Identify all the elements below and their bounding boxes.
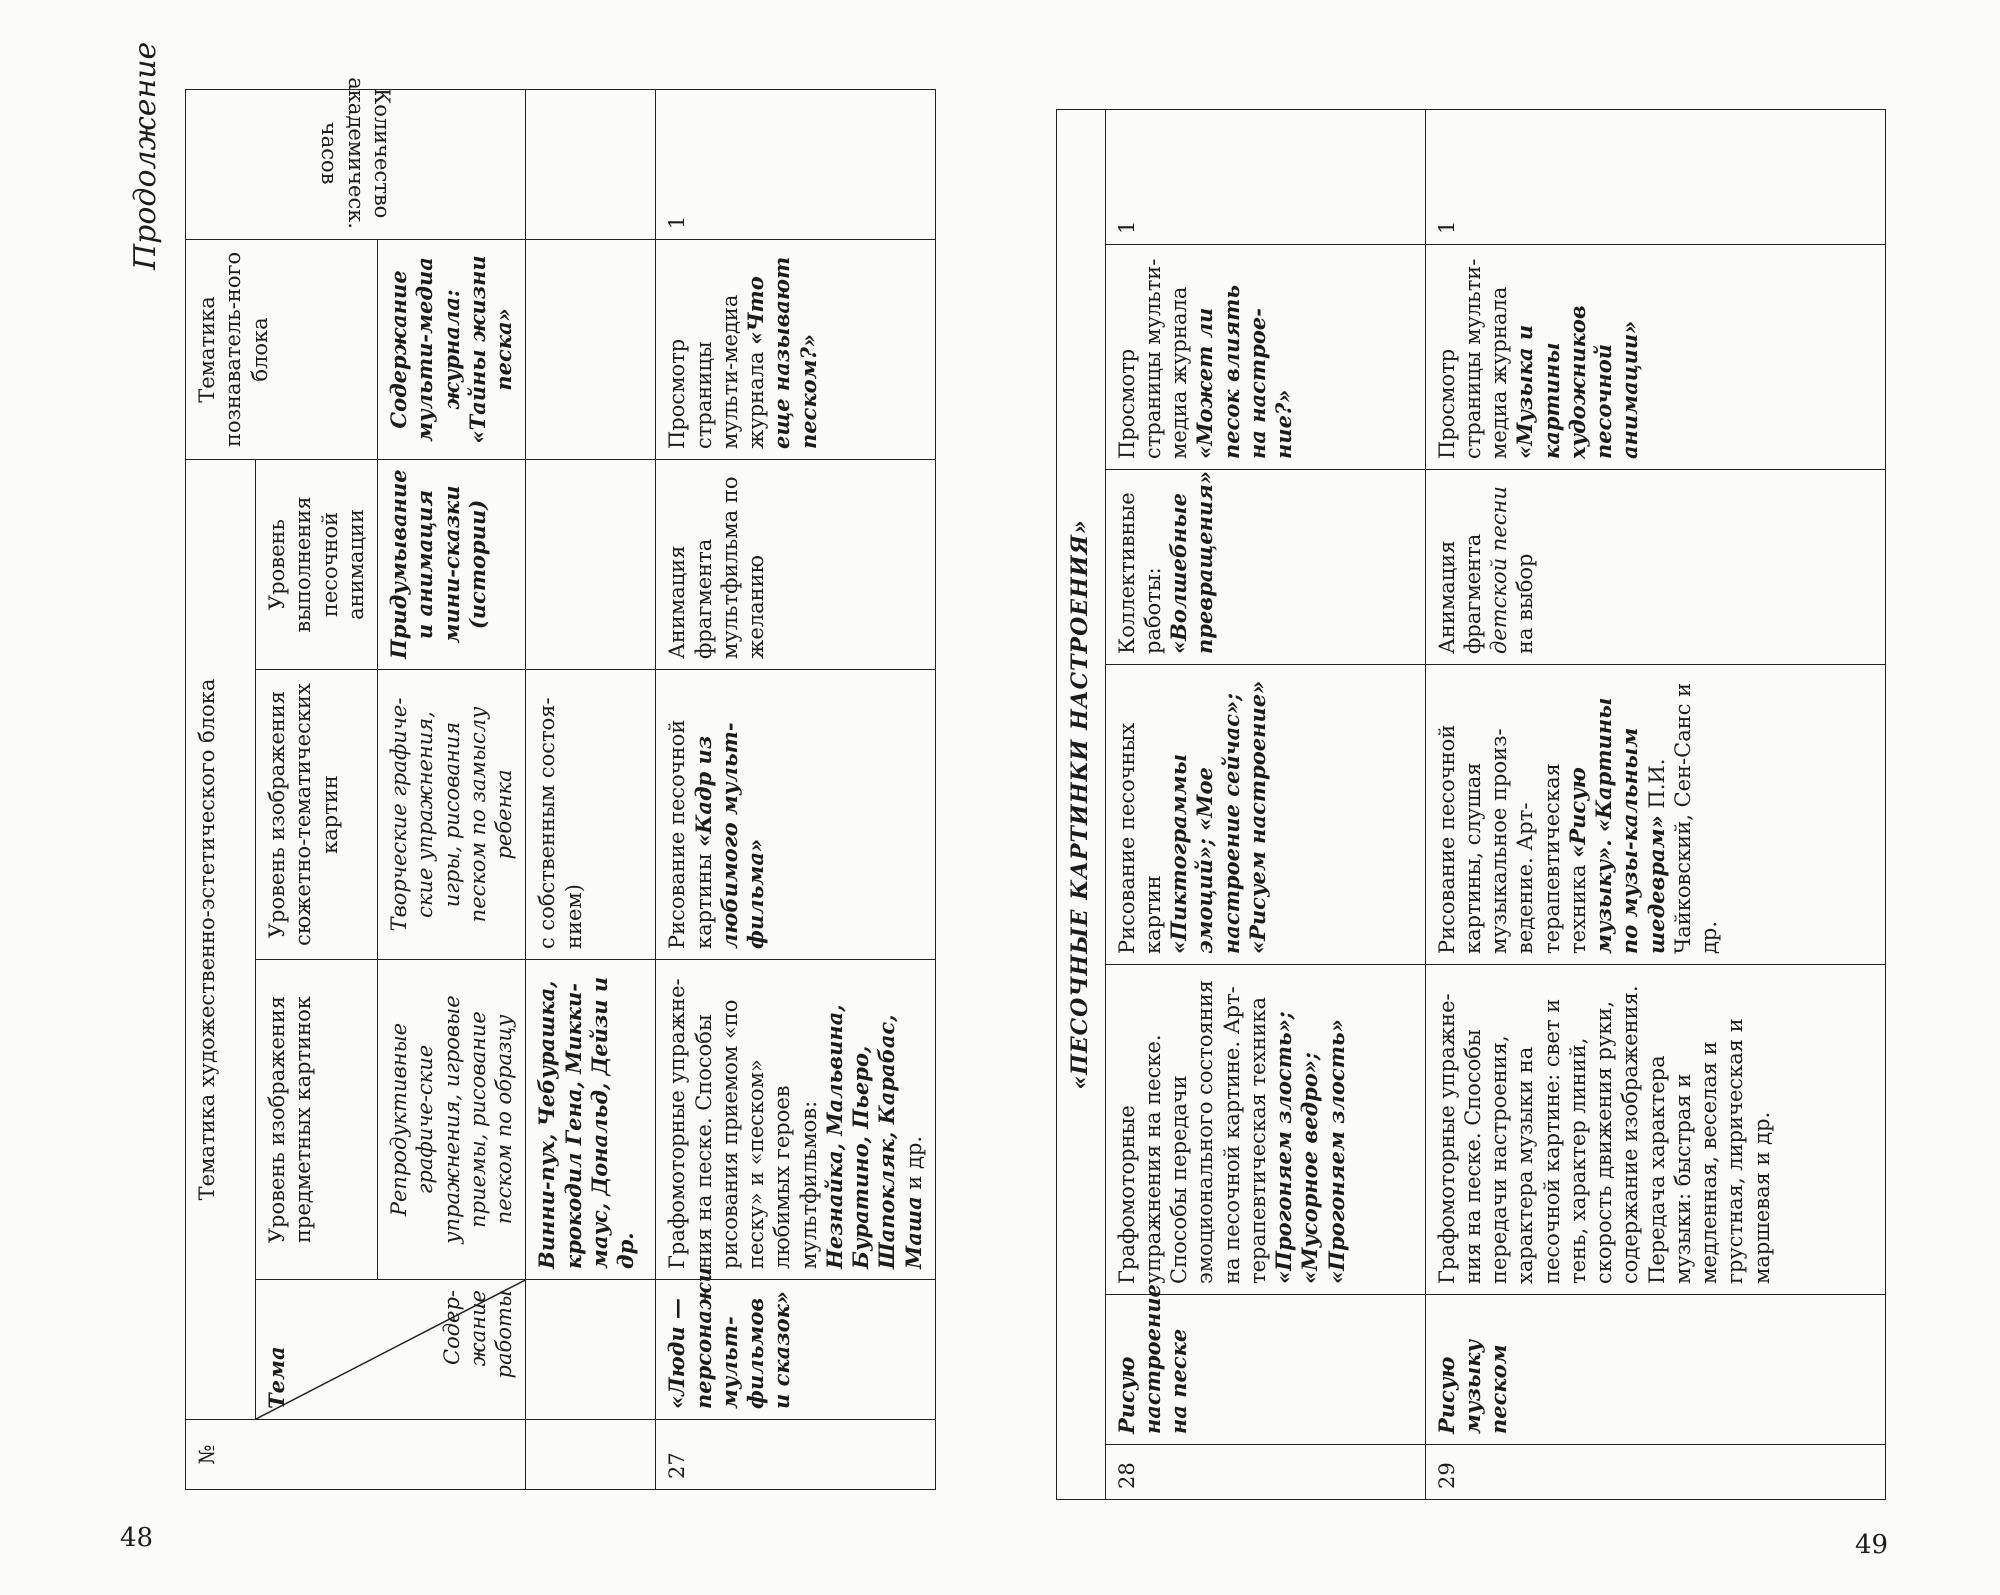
row27-hours: 1 — [656, 89, 936, 239]
header-tema: Тема — [264, 1346, 289, 1409]
row27-tema: «Люди — персонажи мульт-фильмов и сказок» — [656, 1280, 936, 1420]
row29-poznav — [1425, 245, 1885, 470]
page-number-left: 48 — [120, 1523, 154, 1553]
row28-animatsiya — [1105, 470, 1425, 665]
row29-syuzhet-composers: П.И. Чайковский, Сен-Санс и др. — [1644, 682, 1721, 954]
header-hours — [186, 77, 526, 239]
carry-tema — [526, 1280, 656, 1420]
subheader-animatsiya: Придумывание и анимация мини-сказки (истории) — [378, 459, 526, 669]
carry-no — [526, 1420, 656, 1490]
row28-predmet-text: Графомоторные упражнения на песке. Способы передачи эмоционального состояния на песочной картине. Арт-терапевтическая техника — [1114, 979, 1270, 1284]
carry-hours — [526, 89, 656, 239]
left-table-wrapper — [185, 77, 985, 1490]
row28-animatsiya-text: Коллективные работы: — [1114, 492, 1165, 654]
block-title: «ПЕСОЧНЫЕ КАРТИНКИ НАСТРОЕНИЯ» — [1057, 109, 1106, 1499]
row29-tema: Рисую музыку песком — [1425, 1295, 1885, 1445]
row27-syuzhet-text: Рисование песочной картины — [665, 719, 716, 949]
row28-syuzhet-text: Рисование песочных картин — [1114, 722, 1165, 954]
row28-poznav — [1105, 245, 1425, 470]
right-table-wrapper — [1056, 110, 1896, 1500]
header-syuzhet: Уровень изображения сюжетно-тематических картин — [256, 670, 378, 960]
table-row — [1425, 109, 1885, 1499]
row28-poznav-title: «Может ли песок влиять на настрое-ние?» — [1192, 284, 1296, 459]
row28-syuzhet — [1105, 665, 1425, 965]
row28-no: 28 — [1105, 1445, 1425, 1500]
header-soderzhanie: Содер-жание работы — [439, 1290, 516, 1379]
row27-syuzhet-title: «Кадр из любимого мульт-фильма» — [690, 722, 768, 949]
row29-syuzhet — [1425, 665, 1885, 965]
header-predmet: Уровень изображения предметных картинок — [256, 960, 378, 1280]
carry-predmet: Винни-пух, Чебурашка, крокодил Гена, Микки-маус, Дональд, Дейзи и др. — [526, 960, 656, 1280]
header-tema-diagonal — [256, 1280, 526, 1420]
row28-animatsiya-title: «Волшебные превращения» — [1166, 471, 1218, 654]
header-hours-label: Количество академическ. часов — [317, 77, 394, 229]
table-row — [656, 89, 936, 1489]
continuation-label: Продолжение — [128, 41, 163, 270]
row27-poznav — [656, 239, 936, 459]
row28-hours: 1 — [1105, 109, 1425, 244]
row29-animatsiya — [1425, 470, 1885, 665]
row29-syuzhet-titles: «Рисую музыку». «Картины по музы-кальным шедеврам» — [1564, 697, 1669, 954]
row27-predmet-heroes: Незнайка, Мальвина, Буратино, Пьеро, Шапокляк, Карабас, Маша — [821, 1004, 926, 1269]
subheader-predmet: Репродуктивные графиче-ские упражнения, игровые приемы, рисование песком по образцу — [378, 960, 526, 1280]
header-poznav: Тематика познаватель-ного блока — [186, 239, 378, 459]
row28-syuzhet-titles: «Пиктограммы эмоций»; «Мое настроение сейчас»; «Рисуем настроение» — [1166, 680, 1270, 954]
row28-poznav-text: Просмотр страницы мульти-медиа журнала — [1114, 258, 1191, 459]
row29-no: 29 — [1425, 1445, 1885, 1500]
row29-predmet: Графомоторные упражне-ния на песке. Способы передачи настроения, характера музыки на песочной картине: свет и тень, характер линий, скорость движения руки, содержание изображения. Передача характера музыки: быстрая и медленная, веселая и грустная, лирическая и маршевая и др. — [1425, 965, 1885, 1295]
header-animatsiya: Уровень выполнения песочной анимации — [256, 459, 378, 669]
row27-predmet — [656, 960, 936, 1280]
carry-syuzhet: с собственным состоя-нием) — [526, 670, 656, 960]
page-number-right: 49 — [1855, 1530, 1889, 1560]
row28-tema: Рисую настроение на песке — [1105, 1295, 1425, 1445]
row27-poznav-title: «Что еще называют песком?» — [743, 256, 821, 449]
row29-poznav-title: «Музыка и картины художников песочной анимации» — [1512, 305, 1643, 459]
row27-predmet-text: Графомоторные упражне-ния на песке. Способы рисования приемом «по песку» и «песком» любимых героев мультфильмов: — [665, 978, 821, 1269]
row28-predmet — [1105, 965, 1425, 1295]
row27-no: 27 — [656, 1420, 936, 1490]
row29-hours: 1 — [1425, 109, 1885, 244]
subheader-poznav: Содержание мульти-медиа журнала: «Тайны жизни песка» — [378, 239, 526, 459]
table-row — [1105, 109, 1425, 1499]
row27-poznav-text: Просмотр страницы мульти-медиа журнала — [665, 294, 768, 449]
row28-predmet-games: «Прогоняем злость»; «Мусорное ведро»; «Прогоняем злость» — [1271, 1011, 1349, 1284]
left-table — [185, 77, 936, 1490]
row29-poznav-text: Просмотр страницы мульти-медиа журнала — [1434, 258, 1511, 459]
carry-animatsiya — [526, 459, 656, 669]
right-page — [1000, 0, 2000, 1595]
row29-animatsiya-song: детской песни — [1487, 486, 1511, 654]
row27-predmet-etc: и др. — [901, 1135, 926, 1190]
header-no: № — [186, 1420, 526, 1490]
row29-animatsiya-choice: на выбор — [1513, 553, 1538, 654]
row29-syuzhet-text: Рисование песочной картины, слушая музыкальное произ-ведение. Арт-терапевтическая техника — [1434, 724, 1590, 954]
row29-animatsiya-text: Анимация фрагмента — [1434, 533, 1485, 654]
row27-syuzhet — [656, 670, 936, 960]
right-table — [1056, 109, 1886, 1500]
subheader-syuzhet: Творческие графиче-ские упражнения, игры, рисования песком по замыслу ребенка — [378, 670, 526, 960]
carry-row — [526, 89, 656, 1489]
carry-poznav — [526, 239, 656, 459]
header-block-title: Тематика художественно-эстетического блока — [186, 459, 256, 1419]
row27-animatsiya: Анимация фрагмента мультфильма по желанию — [656, 459, 936, 669]
